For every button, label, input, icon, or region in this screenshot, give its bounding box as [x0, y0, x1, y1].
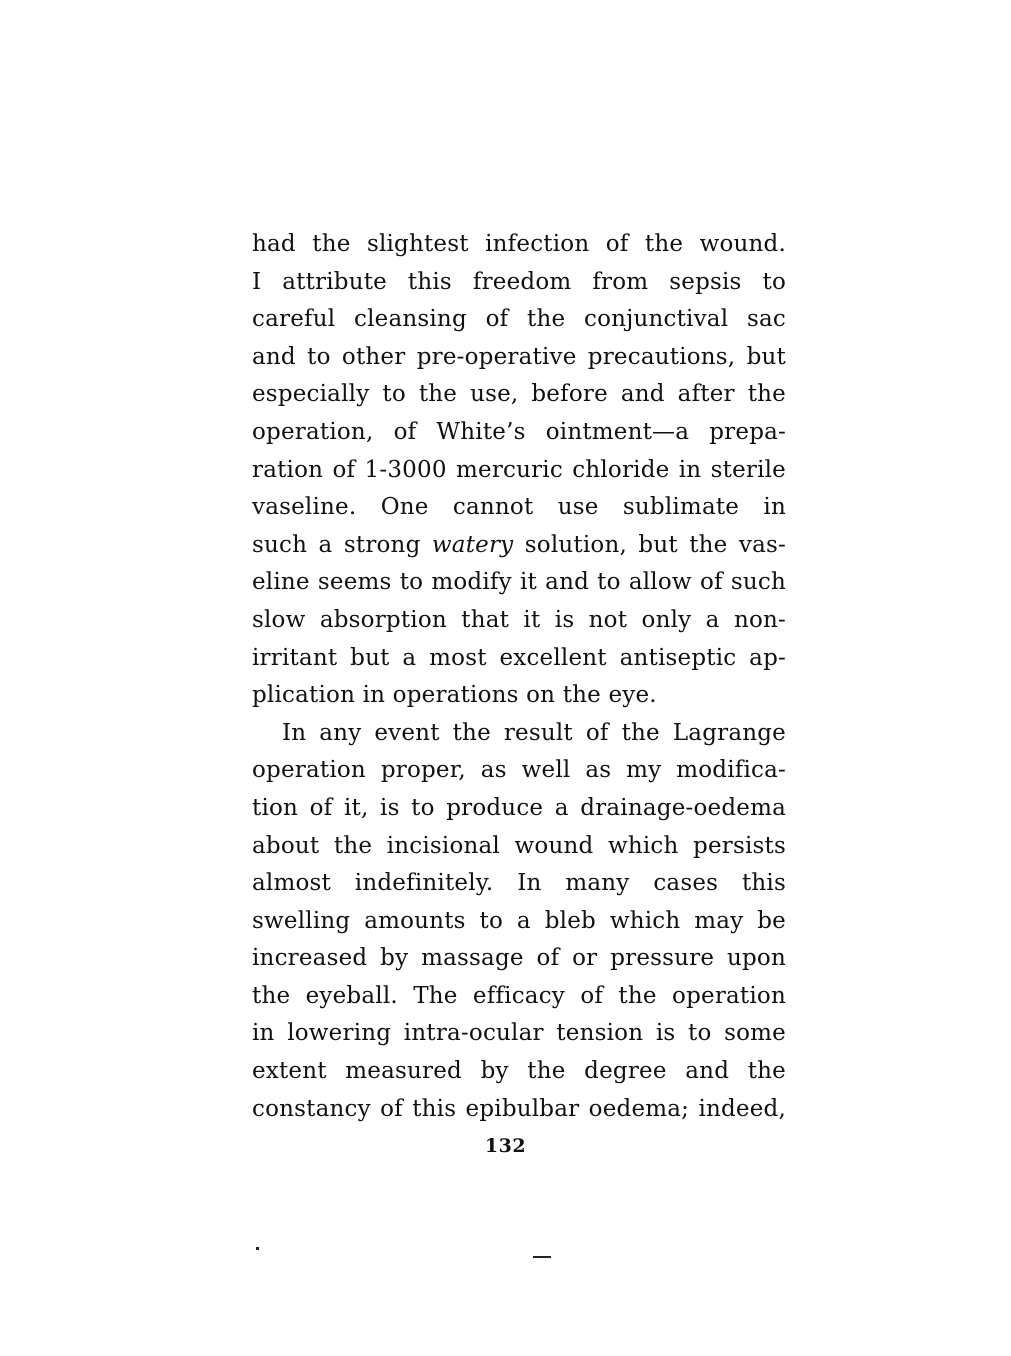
scan-speck — [256, 1247, 259, 1250]
text-line: eline seems to modify it and to allow of such — [252, 569, 786, 596]
text-line: increased by massage of or pressure upon — [252, 945, 786, 972]
text-line: operation, of White’s ointment—a prepa- — [252, 418, 786, 445]
text-line: swelling amounts to a bleb which may be — [252, 907, 786, 934]
italic-emphasis: watery — [431, 531, 514, 558]
text-line: careful cleansing of the conjunctival sac — [252, 306, 786, 333]
paragraph-2 — [252, 715, 786, 1129]
text-line: In any event the result of the Lagrange — [282, 719, 786, 746]
text-line: the eyeball. The efficacy of the operation — [252, 982, 786, 1009]
text-line — [252, 527, 786, 565]
page-number: 132 — [484, 1135, 527, 1157]
text-line: slow absorption that it is not only a non- — [252, 606, 786, 633]
scan-mark — [533, 1256, 551, 1258]
text-line: almost indefinitely. In many cases this — [252, 870, 786, 897]
paragraph-1 — [252, 226, 786, 715]
text-line: extent measured by the degree and the — [252, 1058, 786, 1085]
text-line: plication in operations on the eye. — [252, 682, 657, 709]
text-line: especially to the use, before and after the — [252, 381, 786, 408]
text-line: had the slightest infection of the wound. — [252, 231, 786, 257]
text-line: in lowering intra-ocular tension is to some — [252, 1020, 786, 1047]
text-line: vaseline. One cannot use sublimate in — [252, 494, 786, 521]
text-line: about the incisional wound which persists — [252, 832, 786, 859]
text-line: constancy of this epibulbar oedema; indeed, — [252, 1095, 786, 1122]
text-line: operation proper, as well as my modifica- — [252, 757, 786, 784]
text-segment: solution, but the vas- — [513, 531, 786, 558]
body-text — [252, 226, 786, 1128]
text-line: I attribute this freedom from sepsis to — [252, 268, 786, 295]
text-line: irritant but a most excellent antiseptic ap- — [252, 644, 786, 671]
text-segment: such a strong — [252, 531, 432, 558]
text-line: and to other pre-operative precautions, but — [252, 343, 786, 370]
text-line: tion of it, is to produce a drainage-oedema — [252, 794, 786, 821]
text-line: ration of 1-3000 mercuric chloride in sterile — [252, 456, 786, 483]
